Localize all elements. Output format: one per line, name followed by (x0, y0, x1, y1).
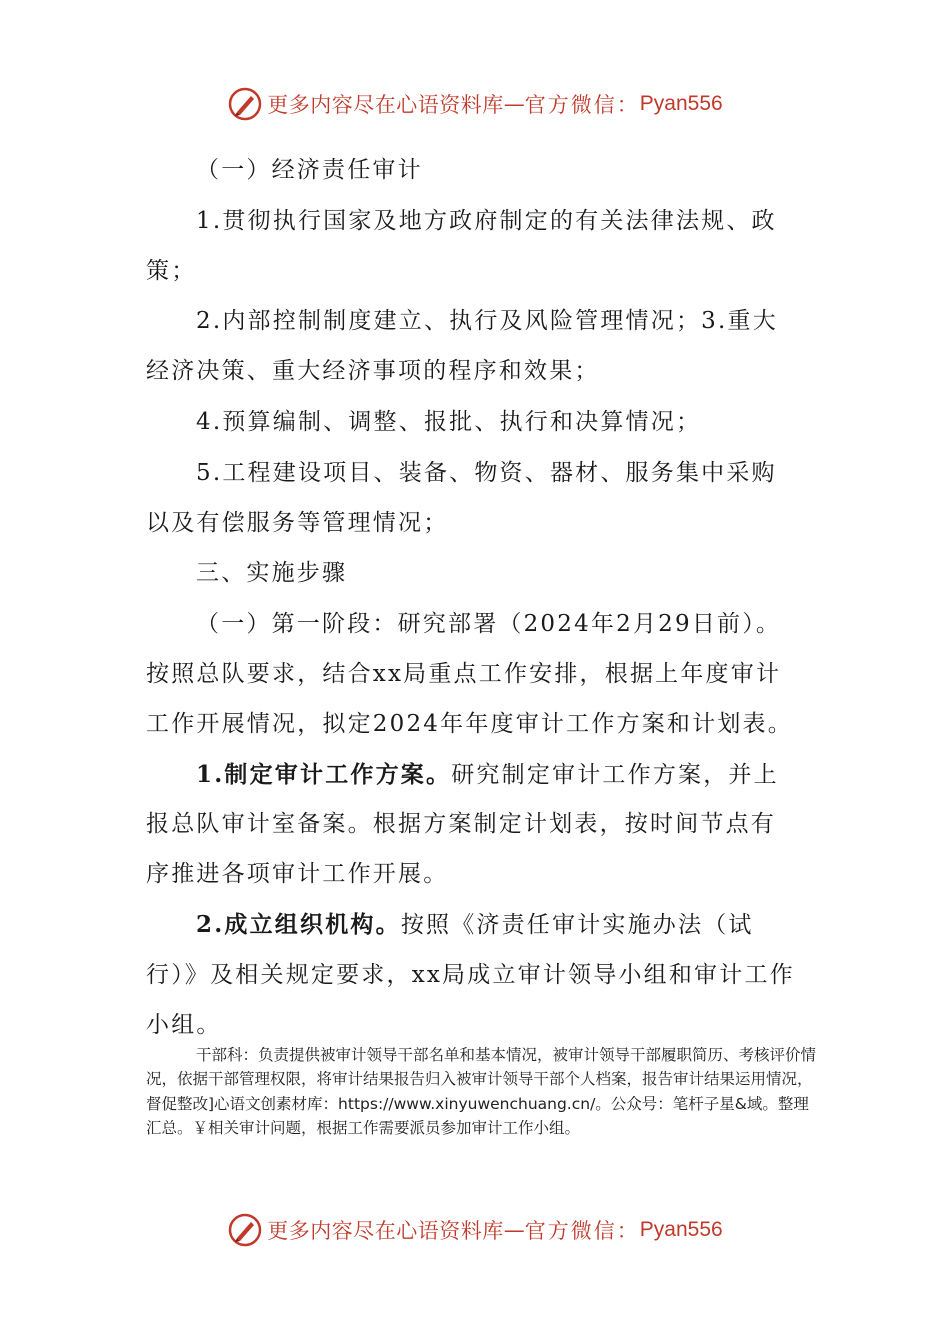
pen-logo-icon (227, 86, 263, 122)
watermark-wechat-id: Pyan556 (639, 92, 723, 115)
document-body (146, 145, 796, 1050)
paragraph: （一）第一阶段：研究部署（2024年2月29日前）。按照总队要求，结合xx局重点工作安排，根据上年度审计工作开展情况，拟定2024年年度审计工作方案和计划表。 (146, 611, 793, 737)
section-heading: 三、实施步骤 (196, 560, 348, 587)
footer-watermark (0, 1210, 950, 1250)
paragraph: 1.贯彻执行国家及地方政府制定的有关法律法规、政策； (146, 207, 777, 284)
paragraph: （一）经济责任审计 (196, 157, 423, 183)
paragraph: 5.工程建设项目、装备、物资、器材、服务集中采购以及有偿服务等管理情况； (146, 459, 777, 536)
footnote-text: 干部科：负责提供被审计领导干部名单和基本情况，被审计领导干部履职简历、考核评价情况，依据干部管理权限，将审计结果报告归入被审计领导干部个人档案，报告审计结果运用情况，督促整改]心语文创素材库：https://www.xinyuwenchuang.cn/。公众号：笔杆子星&域。整理汇总。￥相关审计问题，根据工作需要派员参加审计工作小组。 (146, 1046, 817, 1138)
watermark-brand: 更多内容尽在心语资料库 (267, 93, 504, 117)
watermark-dash: — (503, 1218, 525, 1242)
paragraph: 2.成立组织机构。按照《济责任审计实施办法（试行）》及相关规定要求，xx局成立审计领导小组和审计工作小组。 (146, 910, 795, 1038)
paragraph: 4.预算编制、调整、报批、执行和决算情况； (196, 408, 702, 435)
watermark-wechat-id: Pyan556 (639, 1218, 723, 1241)
pen-logo-icon (227, 1212, 263, 1248)
paragraph: 1.制定审计工作方案。研究制定审计工作方案，并上报总队审计室备案。根据方案制定计划表，按时间节点有序推进各项审计工作开展。 (146, 760, 779, 888)
watermark-dash: — (503, 92, 525, 116)
watermark-official: 官方微信： (524, 1219, 640, 1243)
header-watermark (0, 84, 950, 124)
paragraph: 2.内部控制制度建立、执行及风险管理情况；3.重大经济决策、重大经济事项的程序和效果； (146, 308, 778, 385)
watermark-brand: 更多内容尽在心语资料库 (267, 1219, 504, 1243)
watermark-official: 官方微信： (524, 93, 640, 117)
